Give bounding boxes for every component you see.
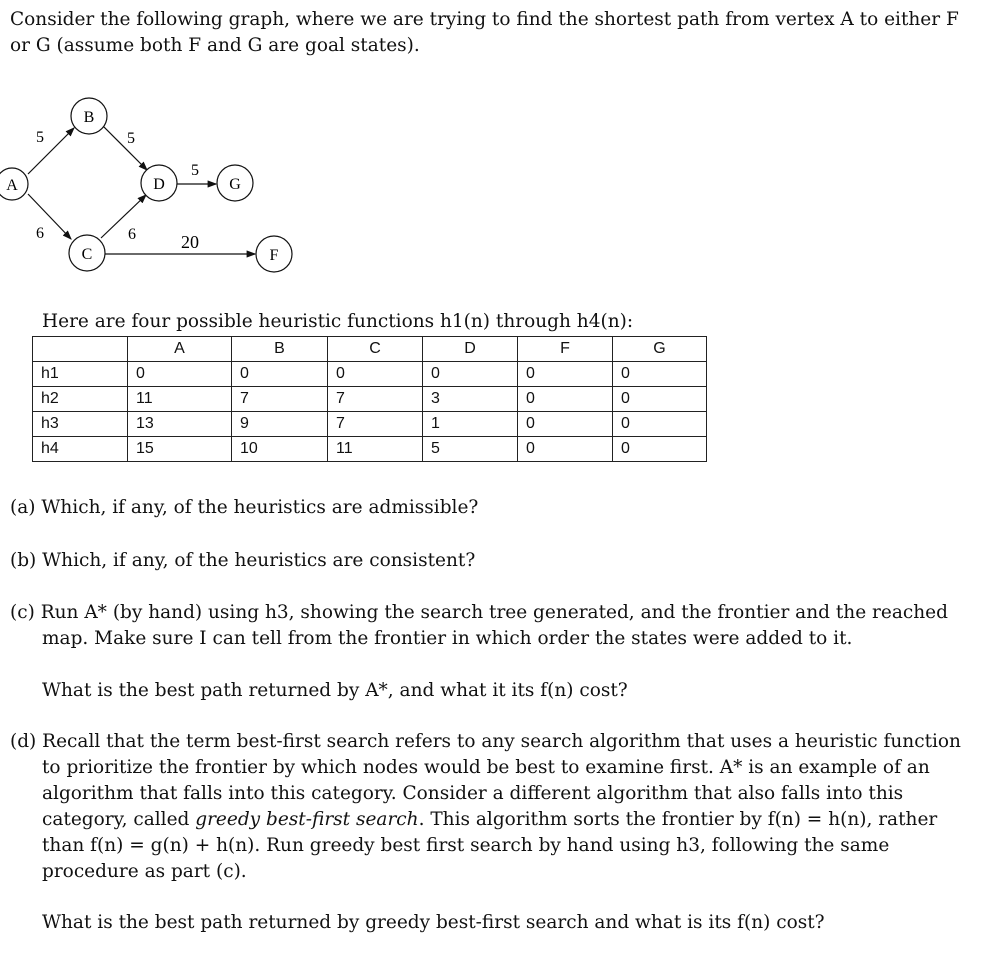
edge-c-d — [101, 195, 146, 238]
edge-weight-a-c: 6 — [36, 225, 44, 242]
column-header — [33, 337, 128, 362]
edge-weight-b-d: 5 — [127, 130, 135, 147]
table-cell: 11 — [128, 387, 232, 412]
table-cell: 0 — [328, 362, 423, 387]
question-text-line-1: Run A* (by hand) using h3, showing the search tree generated, and the frontier and the reached — [40, 602, 948, 623]
table-cell: 0 — [518, 437, 613, 462]
edge-a-b — [28, 128, 74, 174]
question-b — [10, 548, 970, 574]
table-cell: 0 — [423, 362, 518, 387]
row-label: h3 — [33, 412, 128, 437]
edge-weight-c-f: 20 — [181, 232, 199, 252]
table-cell: 3 — [423, 387, 518, 412]
node-label-d: D — [153, 176, 165, 193]
row-label: h2 — [33, 387, 128, 412]
node-label-c: C — [81, 246, 93, 263]
question-text-line-1: Recall that the term best-first search refers to any search algorithm that uses a heuristic function — [42, 731, 961, 752]
question-text-line-6: procedure as part (c). — [42, 861, 247, 882]
question-a — [10, 495, 970, 521]
row-label: h4 — [33, 437, 128, 462]
table-row — [33, 362, 707, 387]
table-cell: 0 — [518, 362, 613, 387]
table-cell: 13 — [128, 412, 232, 437]
table-row — [33, 412, 707, 437]
graph-node-b — [71, 98, 107, 134]
table-cell: 0 — [232, 362, 328, 387]
node-label-f: F — [269, 247, 279, 264]
table-row — [33, 437, 707, 462]
column-header: F — [518, 337, 613, 362]
table-cell: 10 — [232, 437, 328, 462]
edge-b-d — [103, 126, 147, 170]
table-cell: 11 — [328, 437, 423, 462]
graph-node-d — [141, 165, 177, 201]
table-header-row — [33, 337, 707, 362]
question-d-followup: What is the best path returned by greedy best-first search and what is its f(n) cost? — [42, 912, 825, 933]
question-label: (b) — [10, 550, 37, 571]
table-cell: 7 — [328, 387, 423, 412]
table-cell: 1 — [423, 412, 518, 437]
table-cell: 0 — [613, 412, 707, 437]
table-row — [33, 387, 707, 412]
intro-line-1: Consider the following graph, where we are trying to find the shortest path from vertex A to either F — [10, 9, 959, 30]
question-c-followup: What is the best path returned by A*, and what it its f(n) cost? — [42, 680, 628, 701]
graph-node-g — [217, 165, 253, 201]
table-cell: 7 — [328, 412, 423, 437]
node-label-b: B — [83, 109, 95, 126]
question-label: (c) — [10, 602, 35, 623]
table-cell: 5 — [423, 437, 518, 462]
greedy-term: greedy best-first search — [195, 809, 419, 830]
line-4-prefix: category, called — [42, 809, 196, 830]
table-cell: 7 — [232, 387, 328, 412]
question-text: Which, if any, of the heuristics are admissible? — [41, 497, 479, 518]
table-cell: 0 — [613, 387, 707, 412]
table-cell: 0 — [613, 437, 707, 462]
node-label-g: G — [229, 176, 241, 193]
edge-a-c — [28, 194, 71, 239]
table-cell: 0 — [518, 387, 613, 412]
graph-node-f — [256, 236, 292, 272]
question-text: Which, if any, of the heuristics are consistent? — [42, 550, 476, 571]
table-cell: 0 — [518, 412, 613, 437]
question-text-line-4 — [10, 807, 970, 833]
intro-line-2: or G (assume both F and G are goal states). — [10, 35, 420, 56]
question-c — [10, 600, 970, 652]
heuristic-caption: Here are four possible heuristic functions h1(n) through h4(n): — [42, 311, 634, 332]
edge-weight-a-b: 5 — [36, 129, 44, 146]
question-label: (a) — [10, 497, 36, 518]
column-header: C — [328, 337, 423, 362]
column-header: G — [613, 337, 707, 362]
question-d — [10, 729, 970, 885]
question-text-line-2: map. Make sure I can tell from the frontier in which order the states were added to it. — [42, 628, 853, 649]
table-cell: 15 — [128, 437, 232, 462]
table-cell: 9 — [232, 412, 328, 437]
table-cell: 0 — [128, 362, 232, 387]
question-text-line-5: than f(n) = g(n) + h(n). Run greedy best first search by hand using h3, following the same — [42, 835, 890, 856]
column-header: D — [423, 337, 518, 362]
graph-node-c — [69, 235, 105, 271]
table-cell: 0 — [613, 362, 707, 387]
edge-weight-d-g: 5 — [191, 162, 199, 179]
column-header: A — [128, 337, 232, 362]
node-label-a: A — [6, 177, 18, 194]
question-label: (d) — [10, 731, 37, 752]
question-text-line-2: to prioritize the frontier by which nodes would be best to examine first. A* is an example of an — [42, 757, 930, 778]
edge-weight-c-d: 6 — [128, 226, 136, 243]
graph-node-a — [0, 168, 28, 200]
heuristic-table — [32, 336, 707, 462]
graph-diagram — [0, 90, 320, 290]
line-4-suffix: . This algorithm sorts the frontier by f(n) = h(n), rather — [418, 809, 938, 830]
row-label: h1 — [33, 362, 128, 387]
intro-text — [10, 7, 959, 59]
question-text-line-3: algorithm that falls into this category. Consider a different algorithm that also falls into this — [42, 783, 904, 804]
column-header: B — [232, 337, 328, 362]
